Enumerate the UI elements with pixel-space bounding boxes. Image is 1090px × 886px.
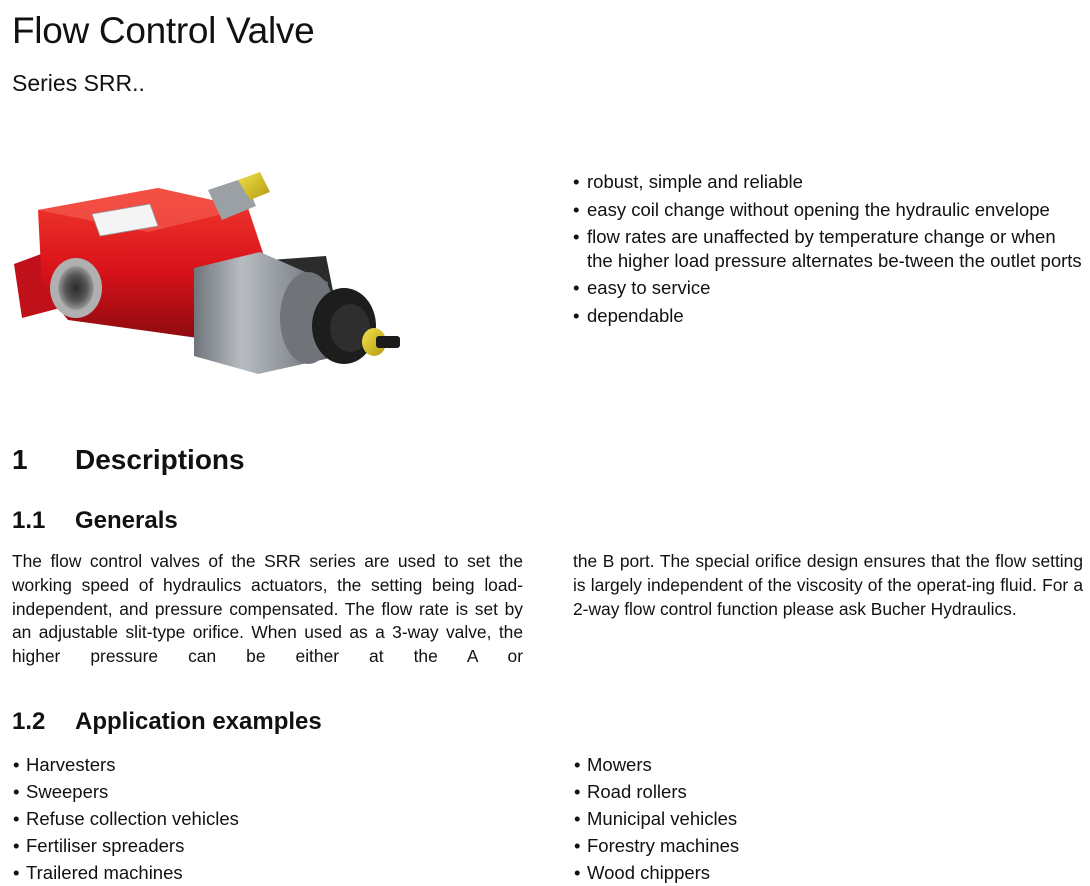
application-item: • Harvesters (12, 751, 239, 778)
section-heading-descriptions (12, 444, 245, 476)
section-title: Generals (75, 507, 178, 534)
feature-list (572, 170, 1082, 331)
generals-text-left: The flow control valves of the SRR series are used to set the working speed of hydraulics actuators, the setting being load-independent, and pressure compensated. The flow rate is set by an adjustable slit-type orifice. When used as a 3-way valve, the higher pressure can be either at the A or (12, 551, 523, 667)
application-item: • Mowers (573, 751, 739, 778)
application-item: • Trailered machines (12, 859, 239, 886)
feature-item: • flow rates are unaffected by temperature change or when the higher load pressure alternates be-tween the outlet ports (572, 225, 1082, 272)
section-number: 1.1 (12, 507, 46, 534)
section-number: 1 (12, 444, 28, 475)
feature-item: • easy to service (572, 276, 1082, 300)
page-subtitle: Series SRR.. (12, 70, 145, 96)
application-list-right (573, 751, 739, 886)
page-title: Flow Control Valve (12, 10, 315, 51)
application-item: • Wood chippers (573, 859, 739, 886)
feature-item: • robust, simple and reliable (572, 170, 1082, 194)
section-number: 1.2 (12, 708, 46, 735)
application-list-left (12, 751, 239, 886)
application-item: • Refuse collection vehicles (12, 805, 239, 832)
section-title: Application examples (75, 708, 322, 735)
section-title: Descriptions (75, 444, 245, 475)
application-item: • Municipal vehicles (573, 805, 739, 832)
application-item: • Forestry machines (573, 832, 739, 859)
generals-text-right: the B port. The special orifice design ensures that the flow setting is largely independent of the viscosity of the operat-ing fluid. For a 2-way flow control function please ask Bucher Hydraulics. (573, 551, 1083, 619)
section-heading-generals (12, 507, 178, 535)
feature-item: • easy coil change without opening the hydraulic envelope (572, 198, 1082, 222)
application-item: • Sweepers (12, 778, 239, 805)
section-heading-applications (12, 708, 322, 736)
application-item: • Road rollers (573, 778, 739, 805)
feature-item: • dependable (572, 304, 1082, 328)
flow-control-valve-image (8, 168, 408, 390)
application-item: • Fertiliser spreaders (12, 832, 239, 859)
